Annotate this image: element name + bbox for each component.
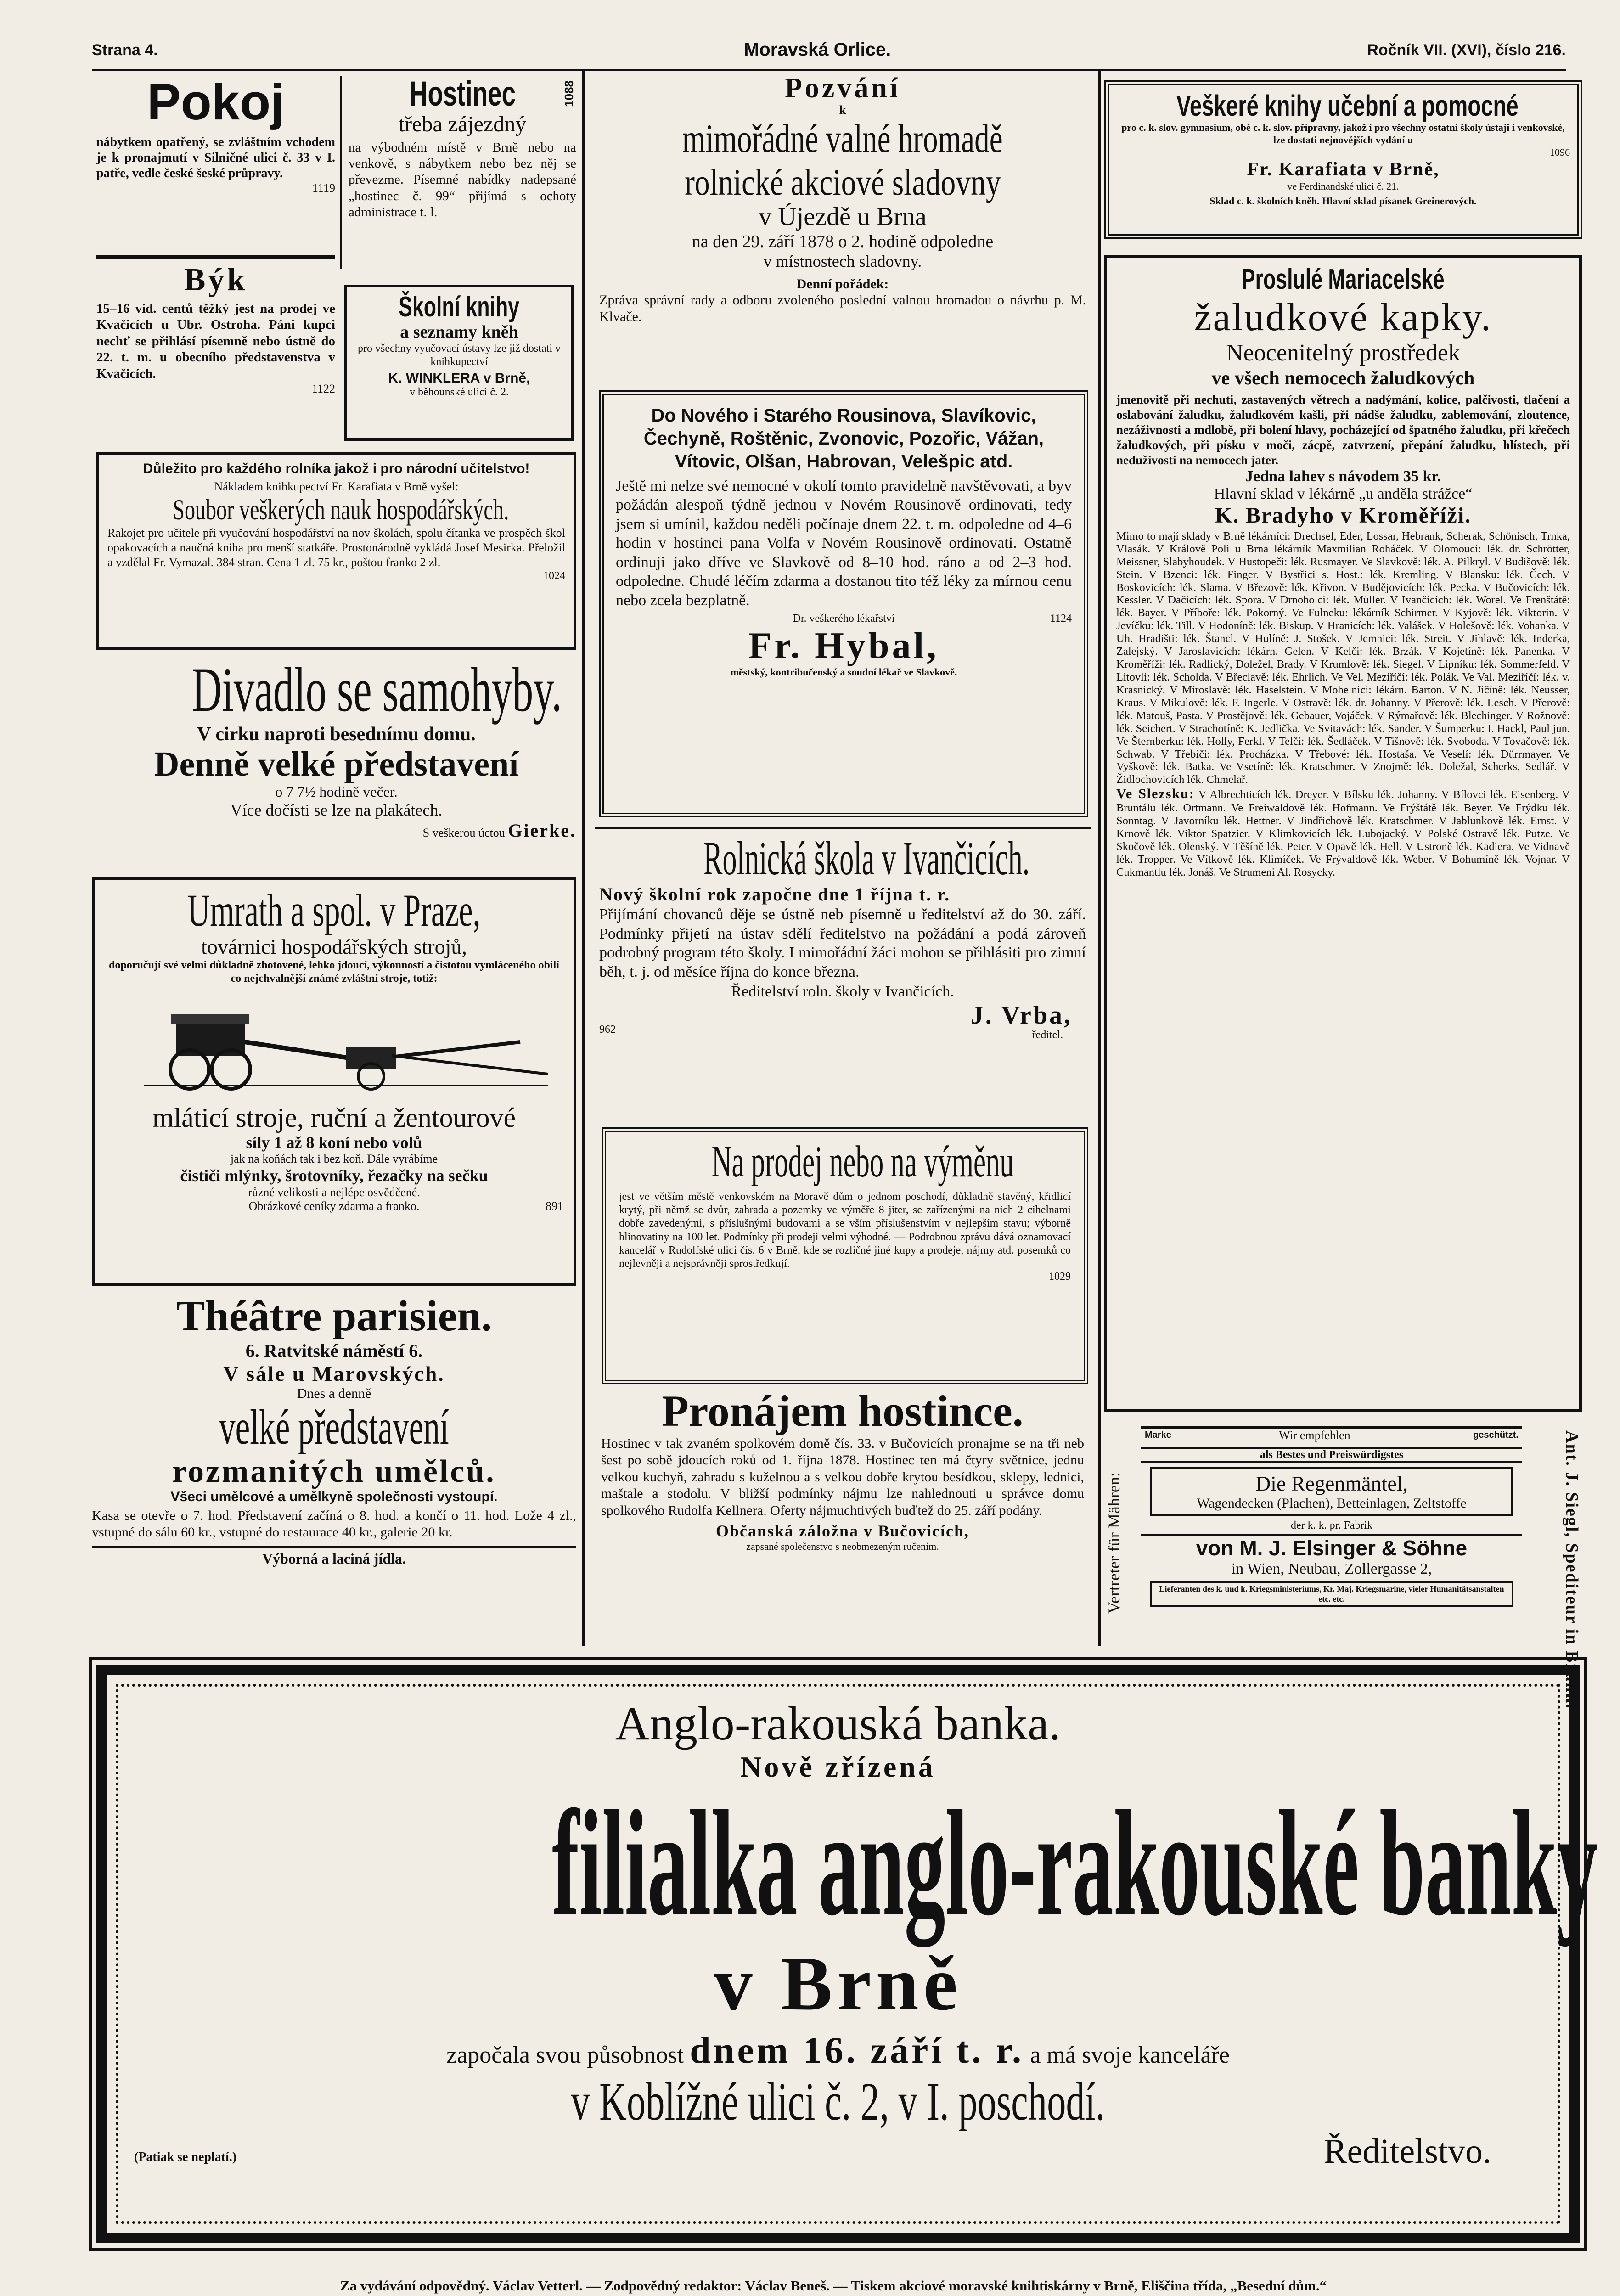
- ad-title: Proslulé Mariacelské: [1242, 264, 1445, 295]
- ad-sign2: zapsané společenstvo s neobmezeným ručením.: [746, 1540, 939, 1552]
- ad-knihy: [1104, 80, 1582, 239]
- ad-line2: rolnické akciové sladovny: [684, 161, 1001, 203]
- ad-artists: Všeci umělcové a umělkyně společnosti vystoupí.: [170, 1489, 498, 1504]
- ad-time: o 7 7½ hodině večer.: [275, 783, 398, 800]
- ad-addr: ve Ferdinandské ulici č. 21.: [1287, 180, 1399, 192]
- ad-place: v místnostech sladovny.: [763, 252, 922, 270]
- ad-soubor: [96, 452, 576, 650]
- ad-sub: a seznamy kněh: [400, 322, 518, 342]
- bank-city: v Brně: [714, 1941, 962, 2026]
- ad-subtitle: třeba zájezdný: [398, 112, 527, 136]
- ad-sub2: ve všech nemocech žaludkových: [1211, 368, 1475, 389]
- ad-daily: Denně velké představení: [154, 744, 519, 783]
- ad-prodej: [602, 1127, 1088, 1384]
- ad-title: Veškeré knihy učební a pomocné: [1176, 89, 1519, 122]
- ad-lieferant: Lieferanten des k. und k. Kriegsministeriums, Kr. Maj. Kriegsmarine, vieler Humanitätsanstalten etc. etc.: [1150, 1581, 1513, 1607]
- ad-title: Býk: [184, 262, 248, 298]
- bank-director: Ředitelstvo.: [1323, 2132, 1491, 2171]
- ad-regen: [1104, 1426, 1582, 1709]
- ad-title2: žaludkové kapky.: [1194, 295, 1492, 339]
- ad-title: Pozvání: [784, 73, 901, 104]
- ad-order: Zpráva správní rady a odboru zvoleného poslední valnou hromadou o návrhu p. M. Klvače.: [599, 292, 1086, 325]
- ad-products: čističi mlýnky, šrotovníky, řezačky na sečku: [180, 1166, 488, 1185]
- ad-text: pro c. k. slov. gymnasium, obě c. k. slov. přípravny, jakož i pro všechny ostatní školy ústaji i venkovské, lze dostati nejnovějších vydání u: [1121, 122, 1565, 146]
- ad-skolni-knihy: [344, 285, 574, 441]
- ad-main: Hlavní sklad v lékárně „u anděla strážce“: [1214, 485, 1473, 502]
- ad-sig-pre: Dr. veškerého lékařství: [793, 613, 895, 625]
- threshing-machine-illustration: [107, 991, 562, 1097]
- ad-name: J. Vrba,: [970, 1001, 1072, 1030]
- ad-vertical-left: Vertreter für Mähren:: [1105, 1472, 1123, 1614]
- page-footer: Za vydávání odpovědný. Václav Vetterl. — Zodpovědný redaktor: Václav Beneš. — Tiskem akciové moravské knihtiskárny v Brně, Eliščina třída, „Besední dům.“: [340, 2278, 1327, 2294]
- bank-start: započala svou působnost dnem 16. září t. r. a má svoje kanceláře: [446, 2029, 1230, 2071]
- ad-text: nábytkem opatřený, se zvláštním vchodem je k pronajmutí v Silničné ulici č. 33 v I. patře, vedle české šeské průpravy.: [96, 135, 335, 180]
- ad-sig-row: [616, 613, 1072, 625]
- column-rule-2: [1098, 71, 1101, 1646]
- ad-sub: továrnici hospodářských strojů,: [201, 935, 467, 958]
- ad-empfehlen: Wir empfehlen: [1279, 1429, 1350, 1442]
- ad-publisher: Nákladem knihkupectví Fr. Karafiata v Brně vyšel:: [214, 480, 459, 493]
- ad-name: Fr. Karafiata v Brně,: [1247, 159, 1440, 180]
- page-number: Strana 4.: [92, 41, 158, 59]
- ad-text: Rakojet pro učitele při vyučování hospodářství na nov školách, spolu čítanka ve prospěch škol opakovacích a naučná kniha pro menší statkáře. Prostonárodně vykládá Josef Mesirka. Přeložil a vzdělal Fr. Vymazal. 384 stran. Cena 1 zl. 75 kr., poštou franko 2 zl.: [107, 526, 565, 569]
- ad-sub: Neocenitelný prostředek: [1226, 339, 1460, 366]
- ad-text: Přijímání chovanců děje se ústně neb písemně u ředitelství až do 30. září. Podmínky přijetí na ústav sdělí ředitelstvo na požádání a podá zároveň podrobný program této školy. I mimořádní žáci mohou se přihlásiti pro zimní běh, t. j. od měsíce října do konce března.: [599, 906, 1086, 980]
- ad-text: jest ve větším městě venkovském na Moravě dům o jednom poschodí, důkladně stavěný, křidlicí krytý, při němž se dvůr, zahrada a pozemky ve výměře 8 jiter, se zařízenými na nich 2 cihelnami dobře zavedenými, s příslušnými budovami a se vším příslušenstvím v nejlepším stavu; výborně hlinovatiny na 100 let. Podmínky při prodeji velmi výhodné. — Podrobnou zprávu dává oznamovací kancelář v Rudolfské ulici čís. 6 v Brně, kde se rozličné jiné kupy a prodeje, nájmy atd. posemků co nejlevněji a nejsprávněji sprostředkují.: [619, 1190, 1071, 1270]
- ad-product: Die Regenmäntel,: [1255, 1472, 1408, 1495]
- ad-more: Více dočísti se lze na plakátech.: [230, 801, 443, 820]
- column-rule-1: [582, 71, 585, 1646]
- ad-rolnicka: [595, 827, 1091, 1125]
- ad-slezsko: V Albrechticích lék. Dreyer. V Bílsku lék. Johanny. V Bílovci lék. Eisenberg. V Bruntálu lék. Ortmann. Ve Freiwaldově lék. Hofmann. Ve Frýštátě lék. Beyer. Ve Frýdku lék. Sonntag. V Javorníku lék. Hettner. V Jindřichově lék. Kratschmer. V Jablunkově lék. Ernst. V Krnově lék. Viktor Spatzier. V Klimkovicích lék. Lubojacký. V Polské Ostravě lék. Putze. Ve Skočově lék. Olenský. V Těšíně lék. Peter. V Opavě lék. Hell. V Ustroně lék. Kadiera. Ve Vidnavě lék. Tropper. Ve Vítkově lék. Klimíček. Ve Frývaldově lék. Weber. V Bohumíně lék. Vojnar. V Cukmantlu lék. Jonáš. Ve Strumeni Al. Rosycky.: [1116, 788, 1570, 879]
- ad-line3: v Újezdě u Brna: [759, 203, 927, 231]
- ad-sig-row: [595, 1001, 1091, 1042]
- ad-machine-label: mláticí stroje, ruční a žentourové: [152, 1102, 516, 1133]
- ad-hybal: [599, 390, 1088, 817]
- ad-number: 962: [599, 1024, 616, 1036]
- ad-marke-row: [1141, 1426, 1522, 1449]
- ad-number: 1122: [311, 382, 335, 395]
- ad-title: Pronájem hostince.: [662, 1386, 1024, 1435]
- paper-name: Moravská Orlice.: [744, 39, 891, 60]
- ad-firm: von M. J. Elsinger & Söhne: [1141, 1534, 1522, 1560]
- ad-pokoj: [96, 76, 335, 250]
- ad-sklad: Sklad c. k. školních kněh. Hlavní sklad písanek Greinerových.: [1209, 195, 1477, 207]
- ad-title: Hostinec: [409, 74, 516, 113]
- bank-address: v Koblížné ulici č. 2, v I. poschodí.: [571, 2071, 1105, 2132]
- ad-pronajem: [595, 1387, 1091, 1662]
- bank-title: Anglo-rakouská banka.: [615, 1697, 1061, 1750]
- bank-bottom-row: [107, 2132, 1569, 2171]
- ad-power: síly 1 až 8 koní nebo volů: [246, 1133, 422, 1152]
- ad-number: 891: [546, 1199, 563, 1213]
- ad-addr: 6. Ratvitské náměstí 6.: [245, 1340, 423, 1362]
- ad-text: na výbodném místě v Brně nebo na venkově, s nábytkem nebo bez něj se převezme. Písemné nabídky nadepsané „hostinec č. 99“ přijímá s ochoty administrace t. l.: [349, 140, 576, 220]
- ad-slezsko-head: Ve Slezsku:: [1116, 786, 1195, 802]
- ad-marke: Marke: [1145, 1430, 1171, 1440]
- page-header: [92, 38, 1566, 65]
- ad-product-box: [1150, 1467, 1513, 1516]
- ad-perf: velké představení: [219, 1400, 449, 1455]
- ad-title: Pokoj: [147, 74, 285, 130]
- ad-text: 15–16 vid. centů těžký jest na prodej ve Kvačicích u Ubr. Ostroha. Páni kupci nechť se přihlásí písemně nebo ústně do 22. t. m. u obecního představenstva v Kvačicích.: [96, 301, 335, 381]
- ad-line3: různé velikosti a nejlépe osvědčené.: [248, 1185, 420, 1199]
- ad-catalog: Obrázkové ceníky zdarma a franko.: [248, 1199, 420, 1213]
- ad-title: Umrath a spol. v Praze,: [187, 885, 481, 936]
- ad-text: Ještě mi nelze své nemocné v okolí tomto pravidelně navštěvovati, a byv požádán alespoň týdně jednou v Novém Rousinově ordinovati, tedy jsem si umínil, každou neděli počínaje dnem 22. t. m. odpoledne od 4–6 hodin v hostinci pana Volfa v Novém Rousinově ordinovati. Ostatně ordinuji jako dříve ve Slavkově od 8–10 hod. ráno a od 2–3 hod. odpoledne. Chudé léčím zdarma a dostanou tito též léky za mírnou cenu nebo zcela bezplatně.: [616, 478, 1072, 609]
- ad-food: Výborná a laciná jídla.: [92, 1546, 576, 1567]
- ad-umrath: [92, 877, 576, 1286]
- issue-number: Ročník VII. (XVI), číslo 216.: [1367, 41, 1566, 59]
- ad-theatre: [92, 1293, 576, 1660]
- ad-title: Soubor veškerých nauk hospodářských.: [173, 493, 509, 526]
- ad-role: městský, kontribučenský a soudní lékař ve Slavkově.: [730, 666, 957, 678]
- ad-hostinec: [340, 76, 576, 269]
- ad-mariacel: [1104, 255, 1582, 1412]
- ad-preis: als Bestes und Preiswürdigstes: [1141, 1449, 1522, 1463]
- ad-slezsko-block: [1116, 786, 1570, 879]
- ad-number: 1096: [1550, 146, 1570, 158]
- ad-title: Školní knihy: [399, 291, 520, 323]
- ad-daily: Dnes a denně: [297, 1386, 371, 1401]
- ad-title: Théâtre parisien.: [176, 1292, 492, 1340]
- bank-big: filialka anglo-rakouské banky: [552, 1779, 1598, 1947]
- ad-towns: Do Nového i Starého Rousinova, Slavíkovic, Čechyně, Roštěnic, Zvonovic, Pozořic, Vážan, Vítovic, Olšan, Habrovan, Velešpic atd.: [643, 405, 1044, 472]
- ad-pozvani: [590, 73, 1095, 386]
- ad-dir: Ředitelství roln. školy v Ivančicích.: [731, 983, 954, 1001]
- header-rule: [92, 69, 1566, 71]
- ad-title: Rolnická škola v Ivančicích.: [703, 832, 1030, 885]
- divider: [96, 255, 335, 259]
- ad-lead: Nový školní rok započne dne 1 října t. r.: [599, 884, 951, 905]
- ad-location: V cirku naproti besednímu domu.: [197, 723, 476, 745]
- ad-rozm: rozmanitých umělců.: [172, 1453, 496, 1489]
- ad-bradyho: K. Bradyho v Kroměříži.: [1215, 503, 1472, 528]
- ad-number: 1124: [1050, 613, 1072, 625]
- ad-note: Důležito pro každého rolníka jakož i pro národní učitelstvo!: [143, 461, 530, 476]
- ad-number: 1119: [312, 181, 335, 195]
- ad-stores: Mimo to mají sklady v Brně lékárníci: Drechsel, Eder, Lossar, Hebrank, Scherak, Schönisch, Trnka, Vlasák. V Králově Poli u Brna lékárník Maxmilian Roháček. V Olomouci: lék. dr. Schrötter, Meissner, Slabyhoudek. V Hustopeči: lék. Rusmayer. Ve Slavkově: lék. A. Pilkryl. V Budišově: lék. Stein. V Bzenci: lék. Finger. V Bystřici s. Host.: lék. Kremling. V Blansku: lék. Čech. V Boskovicích: lék. Slama. V Březově: lék. Křivon. V Budějovicích: lék. Pecka. V Bučovicích: lék. Kessler. V Dačicích: lék. Spora. V Drnoholci: lék. Müller. V Ivančicích: lék. Worel. Ve Frenštátě: lék. Bayer. V Příboře: lék. Pokorný. Ve Fulneku: lékárník Schirmer. V Kyjově: lék. Viktorin. V Jevíčku: lék. Till. V Hodoníně: lék. Biskup. V Hranicích: lék. Valášek. V Holešově: lék. Vohanka. V Uh. Hradišti: lék. Štancl. V Hulíně: J. Stošek. V Jemnici: lék. Streit. V Jihlavě: lék. Inderka, Zalejský. V Jaroslavicích: lékárn. Gelen. V Kelči: lék. Brzák. V Kojetíně: lék. Panenka. V Kroměříži: lék. Radlický, Doležel, Brady. V Krumlově: lék. Siegel. V Lipníku: lék. Sommerfeld. V Litovli: lék. Scholda. V Břeclavě: lék. Ehrlich. Ve Vel. Meziříčí: lék. Polák. Ve Val. Meziříčí: lék. v. Krasnický. V Míroslavě: lék. Haselstein. V Mohelnici: lékárn. Barton. V N. Jičíně: lék. Neusser, Kraus. V Mikulově: lék. F. Ingerle. V Ostravě: lék. dr. Johanny. V Přerově: lék. Lesch. V Přerově: lék. Matouš, Pasta. V Prostějově: lék. Gebauer, Vojáček. V Rýmařově: lék. Blechinger. V Rožnově: lék. Seichert. V Strachotíně: K. Jedlička. Ve Svitavách: lék. Sander. V Šumperku: I. Hackl, Paul jun. Ve Šternberku: lék. Holly, Ferkl. V Telči: lék. Šedláček. V Tišnově: lék. Svoboda. V Tovačově: lék. Schwab. V Třebíči: lék. Procházka. V Třebové: lék. Hostaša. Ve Veselí: lék. Dürrmayer. Ve Vyškově: lék. Batka. Ve Vsetíně: lék. Kratschmer. V Znojmě: lék. Doležal, Scherks, Sedlář. V Židlochovicích lék. Chmelař.: [1116, 529, 1570, 786]
- ad-product2: Wagendecken (Plachen), Betteinlagen, Zeltstoffe: [1197, 1496, 1467, 1511]
- ad-number: 1024: [543, 569, 565, 582]
- ad-k: k: [839, 103, 846, 117]
- ad-number: 1029: [1049, 1271, 1071, 1283]
- ad-addr: in Wien, Neubau, Zollergasse 2,: [1231, 1560, 1432, 1577]
- ad-hall: V sále u Marovských.: [223, 1362, 445, 1386]
- ad-sign: Občanská záložna v Bučovicích,: [715, 1521, 970, 1540]
- ad-winkler: K. WINKLERA v Brně,: [388, 370, 530, 386]
- ad-order-title: Denní pořádek:: [796, 276, 889, 292]
- ad-sign: S veškerou úctou Gierke.: [422, 820, 576, 841]
- ad-name: Fr. Hybal,: [748, 625, 939, 667]
- ad-price: Jedna lahev s návodem 35 kr.: [1245, 467, 1441, 485]
- ad-addr: v běhounské ulici č. 2.: [410, 386, 509, 398]
- ad-byk: [96, 264, 335, 443]
- ad-catalog-row: [105, 1199, 563, 1213]
- ad-text: jmenovitě při nechuti, zastavených větrech a nadýmání, kolice, palčivosti, tlačení a oslabování žaludku, žaludkovém kašli, při nádše žaludku, zablemování, zloutence, nezáživnosti a mdlobě, při bolení hlavy, pocházející od špatného žaludku, při křečech žaludkových, při písku v moči, zácpě, zatvrzení, přepání žaludku, hlístech, při neduživosti na nemocech jater.: [1116, 393, 1570, 467]
- ad-text: doporučují své velmi důkladně zhotovené, lehko jdoucí, výkonností a čistotou vymláceného obilí co nejchvalnější známé zvláštní stroje, totiž:: [109, 959, 559, 985]
- ad-vertical-right: Ant. J. Siegl, Spediteur in Brünn.: [1562, 1430, 1581, 1709]
- ad-line2: jak na koňách tak i bez koň. Dále vyrábíme: [230, 1152, 438, 1165]
- ad-text: pro všechny vyučovací ústavy lze již dostati v knihkupectví: [358, 343, 561, 368]
- ad-divadlo: [96, 654, 576, 872]
- ad-regen-center: [1141, 1426, 1522, 1655]
- bank-patiak: (Patiak se neplatí.): [134, 2150, 237, 2165]
- ad-title: Divadlo se samohyby.: [191, 654, 562, 725]
- ad-side-number: 1088: [562, 80, 576, 107]
- ad-role: ředitel.: [1032, 1029, 1063, 1041]
- ad-title: Na prodej nebo na výměnu: [711, 1137, 1014, 1187]
- bank-new: Nově zřízená: [740, 1750, 936, 1784]
- ad-line1: mimořádné valné hromadě: [682, 117, 1003, 162]
- ad-text: Hostinec v tak zvaném spolkovém domě čís. 33. v Bučovicích pronajme se na tři neb šest po sobě jdoucích roků od 1. října 1878. Hostinec ten má čtyry světnice, jednu velkou kuchyň, zahradu s kuželnou a s velkou dobře krytou besídkou, sklepy, lednici, maštale a stodolu. V bližší podmínky nájmu lze nahlednouti u správce domu spolkového Rudolfa Kellnera. Oferty nájmuchtivých buďtež do 25. září podány.: [601, 1435, 1084, 1518]
- ad-fabrik: der k. k. pr. Fabrik: [1291, 1519, 1372, 1531]
- ad-text: Kasa se otevře o 7. hod. Představení začíná o 8. hod. a končí o 11. hod. Lože 4 zl., vstupné do sálu 60 kr., vstupné do restaurace 40 kr., galerie 20 kr.: [92, 1508, 576, 1540]
- ad-date: na den 29. září 1878 o 2. hodině odpoledne: [692, 231, 994, 251]
- ad-geschuetzt: geschützt.: [1473, 1430, 1519, 1440]
- ad-bank-frame: [96, 1665, 1598, 2243]
